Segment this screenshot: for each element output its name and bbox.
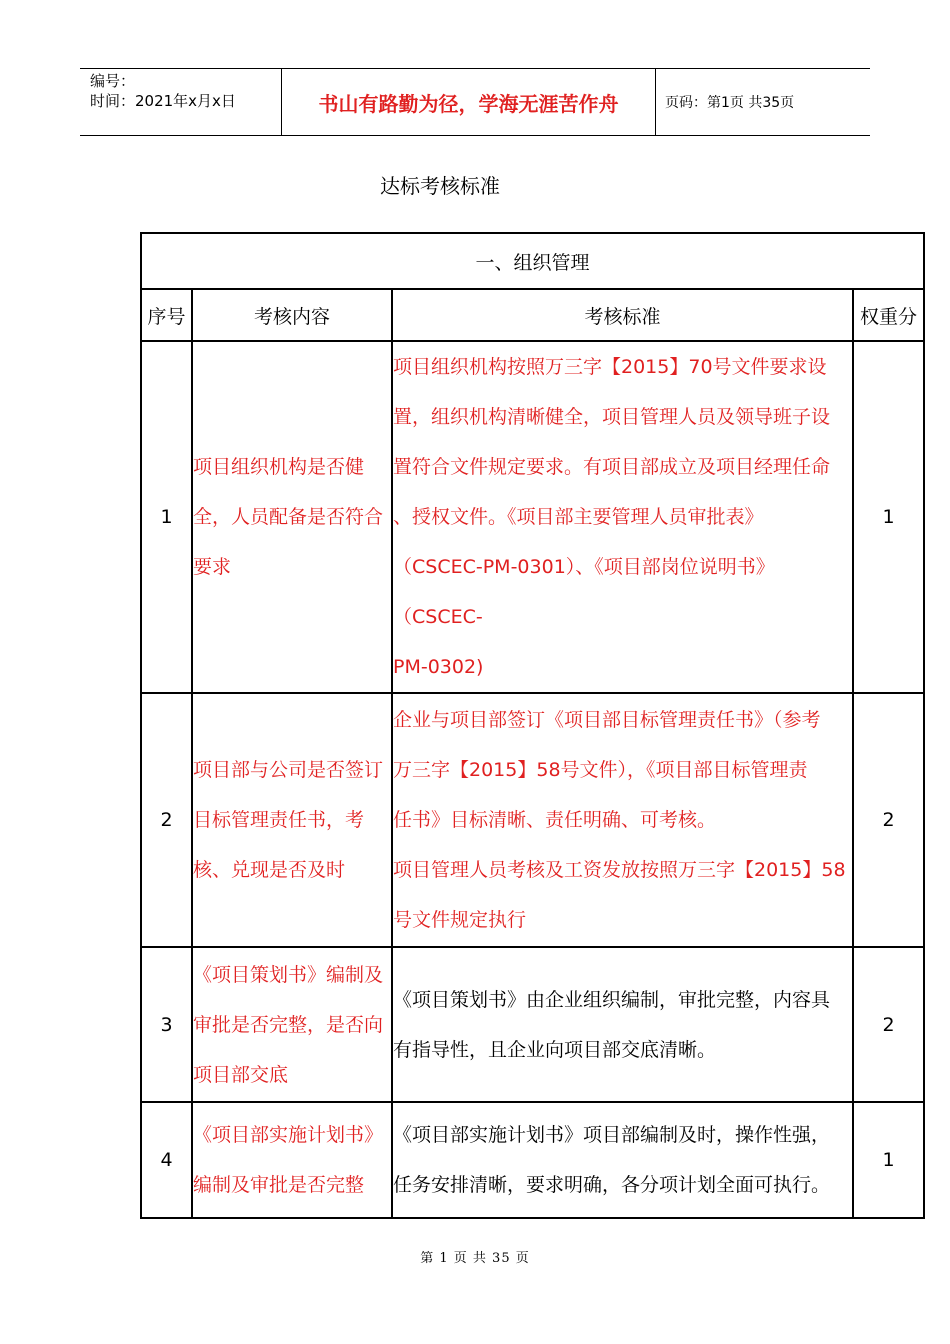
assessment-table — [140, 232, 925, 1219]
row-number: 3 — [141, 947, 192, 1102]
page-header — [80, 68, 870, 136]
standard-line: 项目管理人员考核及工资发放按照万三字【2015】58 — [393, 859, 846, 881]
standard-line: 《项目部实施计划书》项目部编制及时，操作性强， — [393, 1124, 831, 1146]
table-row — [141, 341, 924, 693]
row-weight: 2 — [853, 947, 924, 1102]
row-weight: 1 — [853, 341, 924, 693]
row-number: 4 — [141, 1102, 192, 1218]
row-content: 项目部与公司是否签订目标管理责任书，考核、兑现是否及时 — [192, 693, 392, 947]
serial-label: 编号： — [90, 72, 136, 90]
row-content: 项目组织机构是否健全，人员配备是否符合要求 — [192, 341, 392, 693]
row-number: 2 — [141, 693, 192, 947]
standard-line: 任书》目标清晰、责任明确、可考核。 — [393, 809, 717, 831]
header-motto-cell — [282, 69, 656, 135]
row-standard — [392, 1102, 853, 1218]
standard-line: 、授权文件。《项目部主要管理人员审批表》 — [393, 506, 764, 528]
table-header-row — [141, 289, 924, 341]
row-standard — [392, 341, 853, 693]
header-page-info: 页码：第1页 共35页 — [665, 95, 795, 111]
standard-line: （CSCEC-PM-0301）、《项目部岗位说明书》 — [393, 556, 775, 578]
row-standard — [392, 947, 853, 1102]
time-label: 时间：2021年x月x日 — [90, 92, 236, 110]
section-row — [141, 233, 924, 289]
table-row — [141, 947, 924, 1102]
table-row — [141, 1102, 924, 1218]
header-left-cell — [80, 69, 282, 135]
standard-line: 置，组织机构清晰健全，项目管理人员及领导班子设 — [393, 406, 831, 428]
row-content: 《项目策划书》编制及审批是否完整，是否向项目部交底 — [192, 947, 392, 1102]
row-number: 1 — [141, 341, 192, 693]
standard-line: PM-0302) — [393, 656, 484, 678]
standard-line: 有指导性，且企业向项目部交底清晰。 — [393, 1038, 717, 1061]
standard-line: 置符合文件规定要求。有项目部成立及项目经理任命 — [393, 456, 831, 478]
column-header-weight: 权重分 — [853, 289, 924, 341]
standard-line: 企业与项目部签订《项目部目标管理责任书》（参考 — [393, 709, 821, 731]
row-weight: 1 — [853, 1102, 924, 1218]
standard-line: 《项目策划书》由企业组织编制，审批完整，内容具 — [393, 988, 831, 1011]
standard-line: 号文件规定执行 — [393, 909, 527, 931]
standard-line: 项目组织机构按照万三字【2015】70号文件要求设 — [393, 356, 827, 378]
table-row — [141, 693, 924, 947]
column-header-standard: 考核标准 — [392, 289, 853, 341]
row-standard — [392, 693, 853, 947]
row-content: 《项目部实施计划书》编制及审批是否完整 — [192, 1102, 392, 1218]
standard-line: 任务安排清晰，要求明确，各分项计划全面可执行。 — [393, 1174, 831, 1196]
column-header-no: 序号 — [141, 289, 192, 341]
header-motto: 书山有路勤为径，学海无涯苦作舟 — [318, 91, 619, 116]
row-weight: 2 — [853, 693, 924, 947]
column-header-content: 考核内容 — [192, 289, 392, 341]
page-footer: 第 1 页 共 35 页 — [420, 1251, 530, 1266]
section-title: 一、组织管理 — [141, 233, 924, 289]
standard-line: （CSCEC- — [393, 606, 483, 628]
document-title: 达标考核标准 — [380, 174, 500, 198]
standard-line: 万三字【2015】58号文件），《项目部目标管理责 — [393, 759, 808, 781]
